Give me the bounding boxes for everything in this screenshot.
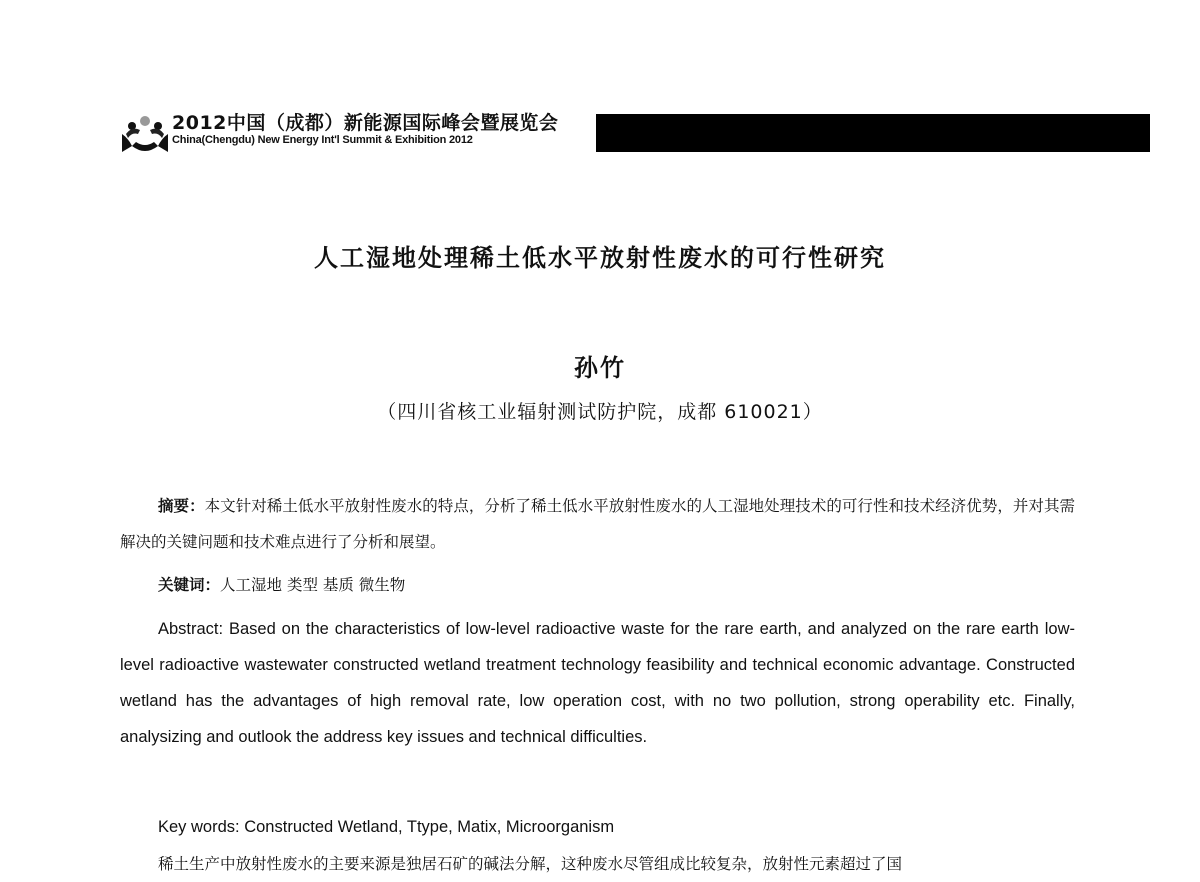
paper-title: 人工湿地处理稀土低水平放射性废水的可行性研究 [314, 244, 886, 272]
body-text: 稀土生产中放射性废水的主要来源是独居石矿的碱法分解，这种废水尽管组成比较复杂，放射性元素超过了国 [158, 855, 903, 873]
abstract-en [120, 611, 1075, 755]
abstract-en-label: Abstract: [158, 620, 224, 638]
abstract-cn-text: 本文针对稀土低水平放射性废水的特点，分析了稀土低水平放射性废水的人工湿地处理技术的可行性和技术经济优势，并对其需解决的关键问题和技术难点进行了分析和展望。 [120, 497, 1075, 551]
abstract-cn [120, 488, 1075, 560]
keywords-cn-label: 关键词： [158, 576, 221, 594]
keywords-en-label: Key words: [158, 818, 240, 836]
conference-header [118, 108, 1150, 156]
abstract-en-text: Based on the characteristics of low-level radioactive waste for the rare earth, and analyzed on the rare earth low-level radioactive wastewater constructed wetland treatment technology feasibility and technical economic advantage. Constructed wetland has the advantages of high removal rate, low operation cost, with no two pollution, strong operability etc. Finally, analysizing and outlook the address key issues and technical difficulties. [120, 620, 1075, 746]
keywords-en-text: Constructed Wetland, Ttype, Matix, Microorganism [244, 818, 615, 836]
author-name: 孙竹 [574, 354, 626, 382]
keywords-en [120, 809, 1075, 845]
conference-logo-icon [118, 112, 172, 154]
conference-name-en: China(Chengdu) New Energy Int'l Summit & Exhibition 2012 [172, 134, 473, 146]
header-black-bar [596, 114, 1150, 152]
conference-name-cn: 2012中国（成都）新能源国际峰会暨展览会 [172, 112, 559, 134]
abstract-cn-label: 摘要： [158, 497, 205, 515]
author-affiliation: （四川省核工业辐射测试防护院，成都 610021） [377, 401, 823, 423]
keywords-cn-text: 人工湿地 类型 基质 微生物 [220, 576, 406, 594]
keywords-cn [120, 567, 1075, 603]
